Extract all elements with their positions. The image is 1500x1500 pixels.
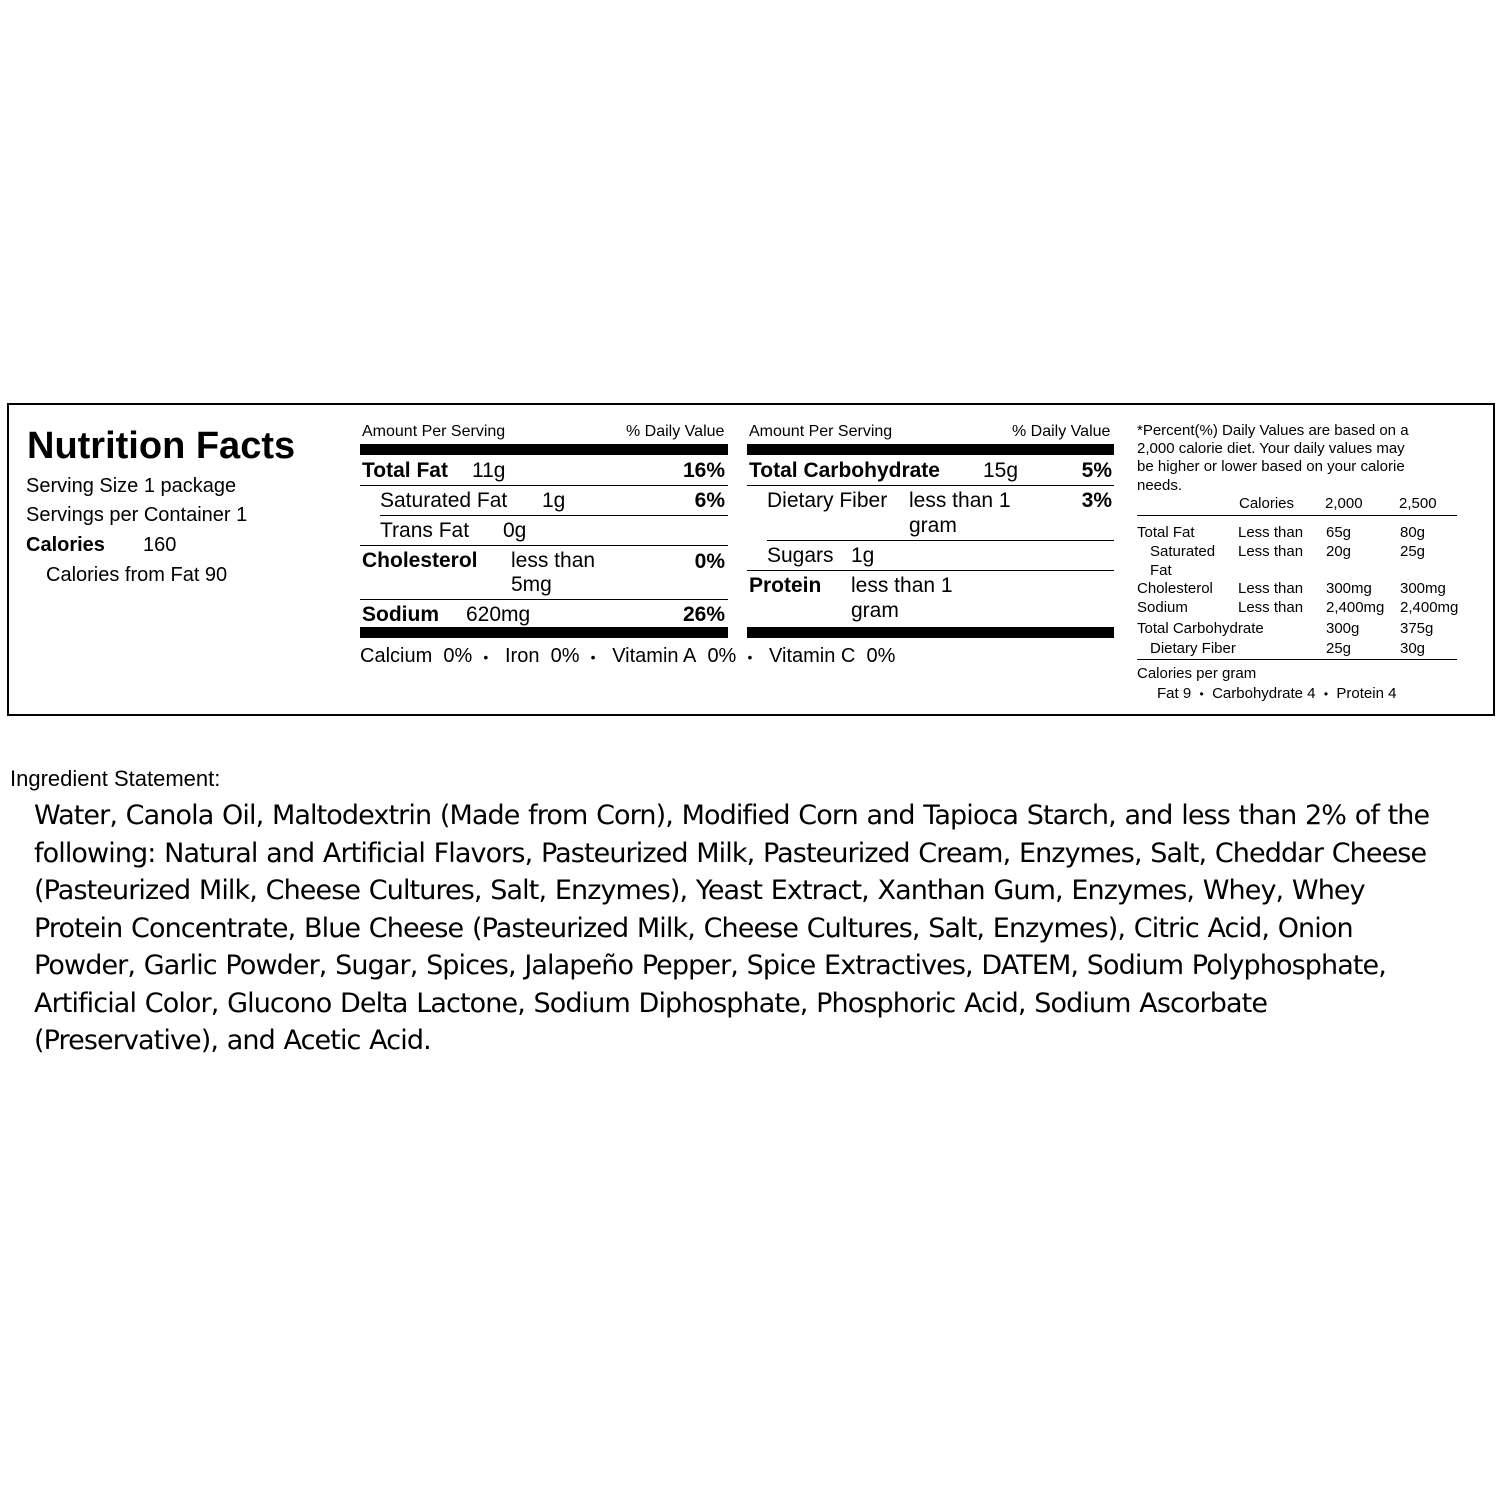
per-gram-carbohydrate-name: Carbohydrate — [1212, 685, 1303, 702]
cholesterol-label: Cholesterol — [362, 549, 478, 572]
calories-label: Calories — [26, 534, 105, 556]
saturated-fat-label: Saturated Fat — [380, 489, 508, 512]
divider — [747, 485, 1114, 486]
per-gram-carbohydrate-value: 4 — [1307, 685, 1316, 702]
dv-row-2500: 80g — [1400, 524, 1426, 541]
bullet: • — [747, 649, 753, 665]
dv-row-2000: 65g — [1326, 524, 1352, 541]
total-fat-dv: 16% — [682, 459, 725, 482]
dv-row-nutrient: Dietary Fiber — [1150, 640, 1236, 657]
ingredient-statement-title: Ingredient Statement: — [10, 766, 221, 791]
vitamin-calcium-name: Calcium — [360, 645, 433, 667]
thick-divider — [747, 627, 1114, 638]
dv-row-2500: 25g — [1400, 543, 1426, 560]
total-fat-amount: 11g — [472, 459, 506, 482]
calories-per-gram-values — [1157, 686, 1396, 701]
nutrition-facts-title: Nutrition Facts — [27, 425, 296, 467]
divider — [747, 570, 1114, 571]
sodium-label: Sodium — [362, 603, 439, 626]
dv-row-2500: 300mg — [1400, 580, 1446, 597]
trans-fat-amount: 0g — [503, 519, 527, 542]
dietary-fiber-amount-line1: less than 1 — [909, 489, 1011, 512]
footnote-line: needs. — [1137, 477, 1183, 494]
vitamin-a-name: Vitamin A — [612, 645, 697, 667]
divider — [767, 540, 1114, 541]
ingredient-statement-text: Water, Canola Oil, Maltodextrin (Made from Corn), Modified Corn and Tapioca Starch, and less than 2% of the following: Natural and Artificial Flavors, Pasteurized Milk, Pasteurized Cream, Enzymes, Salt, Cheddar Cheese (Pasteurized Milk, Cheese Cultures, Salt, Enzymes), Yeast Extract, Xanthan Gum, Enzymes, Whey, Whey Protein Concentrate, Blue Cheese (Pasteurized Milk, Cheese Cultures, Salt, Enzymes), Citric Acid, Onion Powder, Garlic Powder, Sugar, Spices, Jalapeño Pepper, Spice Extractives, DATEM, Sodium Polyphosphate, Artificial Color, Glucono Delta Lactone, Sodium Diphosphate, Phosphoric Acid, Sodium Ascorbate (Preservative), and Acetic Acid. — [34, 800, 1430, 1056]
bullet: • — [483, 649, 489, 665]
vitamin-iron-name: Iron — [504, 645, 540, 667]
total-carbohydrate-amount: 15g — [983, 459, 1019, 482]
bullet: • — [590, 649, 596, 665]
cholesterol-amount-line1: less than — [511, 549, 596, 572]
saturated-fat-dv: 6% — [694, 489, 725, 512]
divider — [380, 515, 728, 516]
vitamin-calcium-value: 0% — [443, 645, 473, 667]
sodium-amount: 620mg — [466, 603, 531, 626]
divider — [360, 545, 728, 546]
vitamin-iron-value: 0% — [550, 645, 580, 667]
divider — [1137, 659, 1457, 660]
serving-size: Serving Size 1 package — [26, 475, 237, 497]
dv-row-2500: 2,400mg — [1400, 599, 1459, 616]
total-carbohydrate-dv: 5% — [1081, 459, 1112, 482]
total-carbohydrate-label: Total Carbohydrate — [749, 459, 940, 482]
vitamin-c-value: 0% — [866, 645, 896, 667]
protein-label: Protein — [749, 574, 822, 597]
cholesterol-dv: 0% — [694, 550, 725, 573]
dv-row-nutrient: Cholesterol — [1137, 580, 1213, 597]
divider — [360, 599, 728, 600]
dv-row-nutrient: Sodium — [1137, 599, 1188, 616]
dv-row-2000: 2,400mg — [1326, 599, 1385, 616]
vitamins-row — [360, 646, 895, 666]
dv-header-calories: Calories — [1239, 495, 1295, 512]
saturated-fat-amount: 1g — [542, 489, 566, 512]
dv-row-qualifier: Less than — [1238, 599, 1304, 616]
dv-row-nutrient: Saturated — [1150, 543, 1216, 560]
dv-row-nutrient: Total Carbohydrate — [1137, 620, 1264, 637]
bullet: • — [1323, 687, 1329, 701]
dv-row-2000: 20g — [1326, 543, 1352, 560]
footnote-line: be higher or lower based on your calorie — [1137, 458, 1405, 475]
dv-row-2000: 300g — [1326, 620, 1360, 637]
daily-value-header: % Daily Value — [626, 423, 725, 440]
dv-row-qualifier: Less than — [1238, 543, 1304, 560]
amount-per-serving-header-2: Amount Per Serving — [749, 423, 893, 440]
dv-row-2500: 30g — [1400, 640, 1426, 657]
calories-from-fat: Calories from Fat 90 — [46, 564, 228, 586]
dv-row-2000: 300mg — [1326, 580, 1372, 597]
per-gram-protein-name: Protein — [1336, 685, 1384, 702]
dietary-fiber-amount-line2: gram — [909, 514, 957, 537]
vitamin-c-name: Vitamin C — [769, 645, 856, 667]
footnote-line: *Percent(%) Daily Values are based on a — [1137, 422, 1409, 439]
dietary-fiber-dv: 3% — [1081, 489, 1112, 512]
protein-amount-line2: gram — [851, 599, 899, 622]
dv-row-qualifier: Less than — [1238, 524, 1304, 541]
servings-per-container: Servings per Container 1 — [26, 504, 248, 526]
daily-value-header-2: % Daily Value — [1012, 423, 1111, 440]
divider — [1137, 515, 1457, 516]
dv-row-qualifier: Less than — [1238, 580, 1304, 597]
amount-per-serving-header: Amount Per Serving — [362, 423, 506, 440]
dv-row-nutrient: Total Fat — [1137, 524, 1195, 541]
dv-row-nutrient-cont: Fat — [1150, 562, 1172, 579]
dv-row-2000: 25g — [1326, 640, 1352, 657]
bullet: • — [1199, 687, 1204, 701]
calories-value: 160 — [143, 534, 177, 556]
thick-divider — [360, 444, 728, 455]
total-fat-label: Total Fat — [362, 459, 448, 482]
thick-divider — [360, 627, 728, 638]
sugars-label: Sugars — [767, 544, 834, 567]
per-gram-fat-name: Fat — [1157, 685, 1179, 702]
dietary-fiber-label: Dietary Fiber — [767, 489, 888, 512]
sodium-dv: 26% — [682, 603, 725, 626]
calories-per-gram-title: Calories per gram — [1137, 665, 1257, 682]
protein-amount-line1: less than 1 — [851, 574, 953, 597]
per-gram-fat-value: 9 — [1182, 685, 1192, 702]
dv-header-2500: 2,500 — [1399, 495, 1437, 512]
vitamin-a-value: 0% — [707, 645, 737, 667]
thick-divider — [747, 444, 1114, 455]
per-gram-protein-value: 4 — [1388, 685, 1397, 702]
dv-row-2500: 375g — [1400, 620, 1434, 637]
cholesterol-amount-line2: 5mg — [511, 573, 552, 596]
sugars-amount: 1g — [851, 544, 875, 567]
trans-fat-label: Trans Fat — [380, 519, 470, 542]
footnote-line: 2,000 calorie diet. Your daily values may — [1137, 440, 1405, 457]
dv-header-2000: 2,000 — [1325, 495, 1363, 512]
divider — [360, 485, 728, 486]
